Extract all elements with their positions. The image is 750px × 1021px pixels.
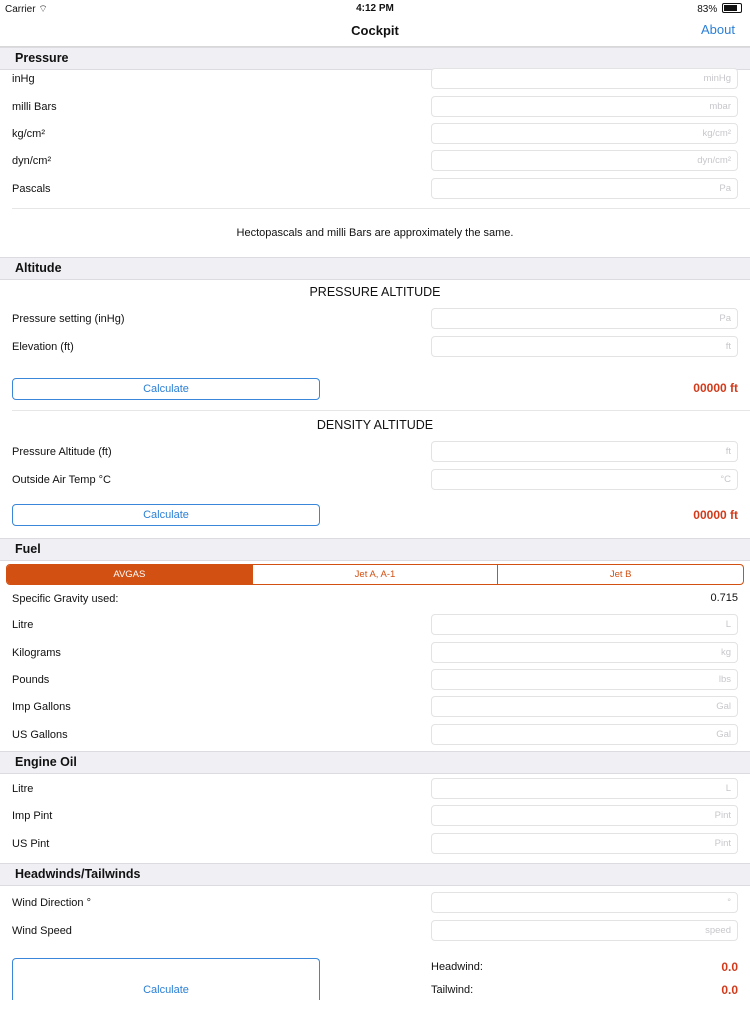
tailwind-value: 0.0 <box>721 983 738 997</box>
inhg-label: inHg <box>12 73 35 85</box>
fuel-litre-input[interactable] <box>431 614 738 635</box>
about-button[interactable]: About <box>701 22 735 37</box>
segment-jet-b[interactable]: Jet B <box>609 569 632 580</box>
kgcm2-label: kg/cm² <box>12 128 45 140</box>
headwind-label: Headwind: <box>431 961 483 973</box>
fuel-imp-gallons-input[interactable] <box>431 696 738 717</box>
inhg-input[interactable] <box>431 68 738 89</box>
dyncm2-label: dyn/cm² <box>12 155 52 167</box>
fuel-pounds-label: Pounds <box>12 674 50 686</box>
wind-speed-label: Wind Speed <box>12 925 72 937</box>
wifi-icon: ⌔ <box>38 4 48 15</box>
oil-litre-label: Litre <box>12 783 34 795</box>
pascals-input[interactable] <box>431 178 738 199</box>
fuel-us-gallons-label: US Gallons <box>12 729 68 741</box>
winds-section-header: Headwinds/Tailwinds <box>0 863 750 886</box>
elevation-label: Elevation (ft) <box>12 341 74 353</box>
fuel-us-gallons-input[interactable] <box>431 724 738 745</box>
pressure-altitude-input[interactable] <box>431 441 738 462</box>
wind-speed-input[interactable] <box>431 920 738 941</box>
dyncm2-input[interactable] <box>431 150 738 171</box>
pressure-section-header: Pressure <box>0 47 750 70</box>
pressure-note: Hectopascals and milli Bars are approximately the same. <box>236 227 514 239</box>
pressure-setting-input[interactable] <box>431 308 738 329</box>
pressure-altitude-label: Pressure Altitude (ft) <box>12 446 112 458</box>
status-bar <box>0 0 750 16</box>
pressure-altitude-calculate-button[interactable]: Calculate <box>12 378 320 400</box>
oil-us-pint-input[interactable] <box>431 833 738 854</box>
wind-direction-input[interactable] <box>431 892 738 913</box>
elevation-input[interactable] <box>431 336 738 357</box>
oil-us-pint-label: US Pint <box>12 838 50 850</box>
segment-avgas[interactable]: AVGAS <box>7 565 253 584</box>
millibars-label: milli Bars <box>12 101 57 113</box>
fuel-kilograms-input[interactable] <box>431 642 738 663</box>
specific-gravity-label: Specific Gravity used: <box>12 593 119 605</box>
wind-direction-label: Wind Direction ° <box>12 897 91 909</box>
page-title: Cockpit <box>351 23 399 38</box>
altitude-section-header: Altitude <box>0 257 750 280</box>
divider <box>12 208 750 209</box>
pressure-altitude-result: 00000 ft <box>693 381 738 395</box>
density-altitude-result: 00000 ft <box>693 508 738 522</box>
battery-icon <box>722 3 742 13</box>
battery-percent: 83% <box>697 4 718 15</box>
fuel-litre-label: Litre <box>12 619 34 631</box>
pascals-label: Pascals <box>12 183 51 195</box>
battery-indicator <box>697 3 742 15</box>
kgcm2-input[interactable] <box>431 123 738 144</box>
oil-imp-pint-label: Imp Pint <box>12 810 53 822</box>
density-altitude-title: DENSITY ALTITUDE <box>316 418 434 432</box>
oil-litre-input[interactable] <box>431 778 738 799</box>
outside-air-temp-input[interactable] <box>431 469 738 490</box>
fuel-section-header: Fuel <box>0 538 750 561</box>
navigation-bar <box>0 16 750 47</box>
outside-air-temp-label: Outside Air Temp °C <box>12 474 111 486</box>
fuel-pounds-input[interactable] <box>431 669 738 690</box>
clock: 4:12 PM <box>356 3 394 14</box>
millibars-input[interactable] <box>431 96 738 117</box>
tailwind-label: Tailwind: <box>431 984 474 996</box>
specific-gravity-value: 0.715 <box>710 592 738 604</box>
oil-imp-pint-input[interactable] <box>431 805 738 826</box>
fuel-type-segmented-control <box>6 564 744 585</box>
fuel-imp-gallons-label: Imp Gallons <box>12 701 71 713</box>
density-altitude-calculate-button[interactable]: Calculate <box>12 504 320 526</box>
carrier-label: Carrier ⌔ <box>5 4 48 15</box>
engine-oil-section-header: Engine Oil <box>0 751 750 774</box>
divider <box>12 410 750 411</box>
segment-jet-a[interactable]: Jet A, A-1 <box>253 565 499 584</box>
winds-calculate-button[interactable]: Calculate <box>12 958 320 1000</box>
fuel-kilograms-label: Kilograms <box>12 647 61 659</box>
headwind-value: 0.0 <box>721 960 738 974</box>
pressure-setting-label: Pressure setting (inHg) <box>12 313 125 325</box>
pressure-altitude-title: PRESSURE ALTITUDE <box>309 285 441 299</box>
